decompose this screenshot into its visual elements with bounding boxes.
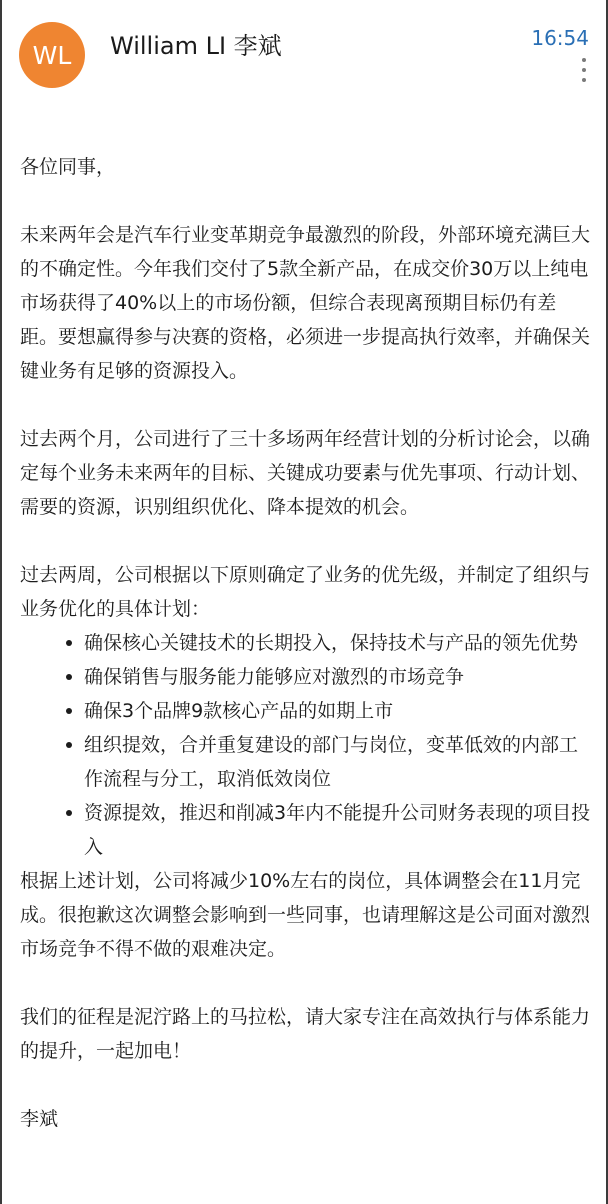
list-item: 确保核心关键技术的长期投入，保持技术与产品的领先优势	[66, 626, 594, 660]
sender-name[interactable]: William LI 李斌	[110, 32, 282, 60]
list-item: 组织提效，合并重复建设的部门与岗位，变革低效的内部工作流程与分工，取消低效岗位	[66, 728, 594, 796]
dot	[582, 58, 586, 62]
paragraph-4: 根据上述计划，公司将减少10%左右的岗位，具体调整会在11月完成。很抱歉这次调整会影响到一些同事，也请理解这是公司面对激烈市场竞争不得不做的艰难决定。	[20, 870, 591, 960]
greeting: 各位同事，	[20, 156, 116, 178]
paragraph-2: 过去两个月，公司进行了三十多场两年经营计划的分析讨论会，以确定每个业务未来两年的目标、关键成功要素与优先事项、行动计划、需要的资源，识别组织优化、降本提效的机会。	[20, 428, 591, 518]
sender-avatar[interactable]: WL	[19, 22, 85, 88]
paragraph-5: 我们的征程是泥泞路上的马拉松，请大家专注在高效执行与体系能力的提升，一起加电！	[20, 1006, 591, 1062]
list-item: 资源提效，推迟和削减3年内不能提升公司财务表现的项目投入	[66, 796, 594, 864]
paragraph-3: 过去两周，公司根据以下原则确定了业务的优先级，并制定了组织与业务优化的具体计划：	[20, 564, 591, 620]
signature: 李斌	[20, 1108, 59, 1130]
list-item: 确保销售与服务能力能够应对激烈的市场竞争	[66, 660, 594, 694]
dot	[582, 78, 586, 82]
priority-list	[20, 626, 594, 864]
vertical-ellipsis-icon[interactable]	[580, 58, 588, 86]
dot	[582, 68, 586, 72]
message-body	[20, 150, 594, 1136]
paragraph-1: 未来两年会是汽车行业变革期竞争最激烈的阶段，外部环境充满巨大的不确定性。今年我们交付了5款全新产品，在成交价30万以上纯电市场获得了40%以上的市场份额，但综合表现离预期目标仍有差距。要想赢得参与决赛的资格，必须进一步提高执行效率，并确保关键业务有足够的资源投入。	[20, 224, 591, 382]
list-item: 确保3个品牌9款核心产品的如期上市	[66, 694, 594, 728]
message-time: 16:54	[531, 26, 589, 50]
message-header	[2, 0, 606, 110]
